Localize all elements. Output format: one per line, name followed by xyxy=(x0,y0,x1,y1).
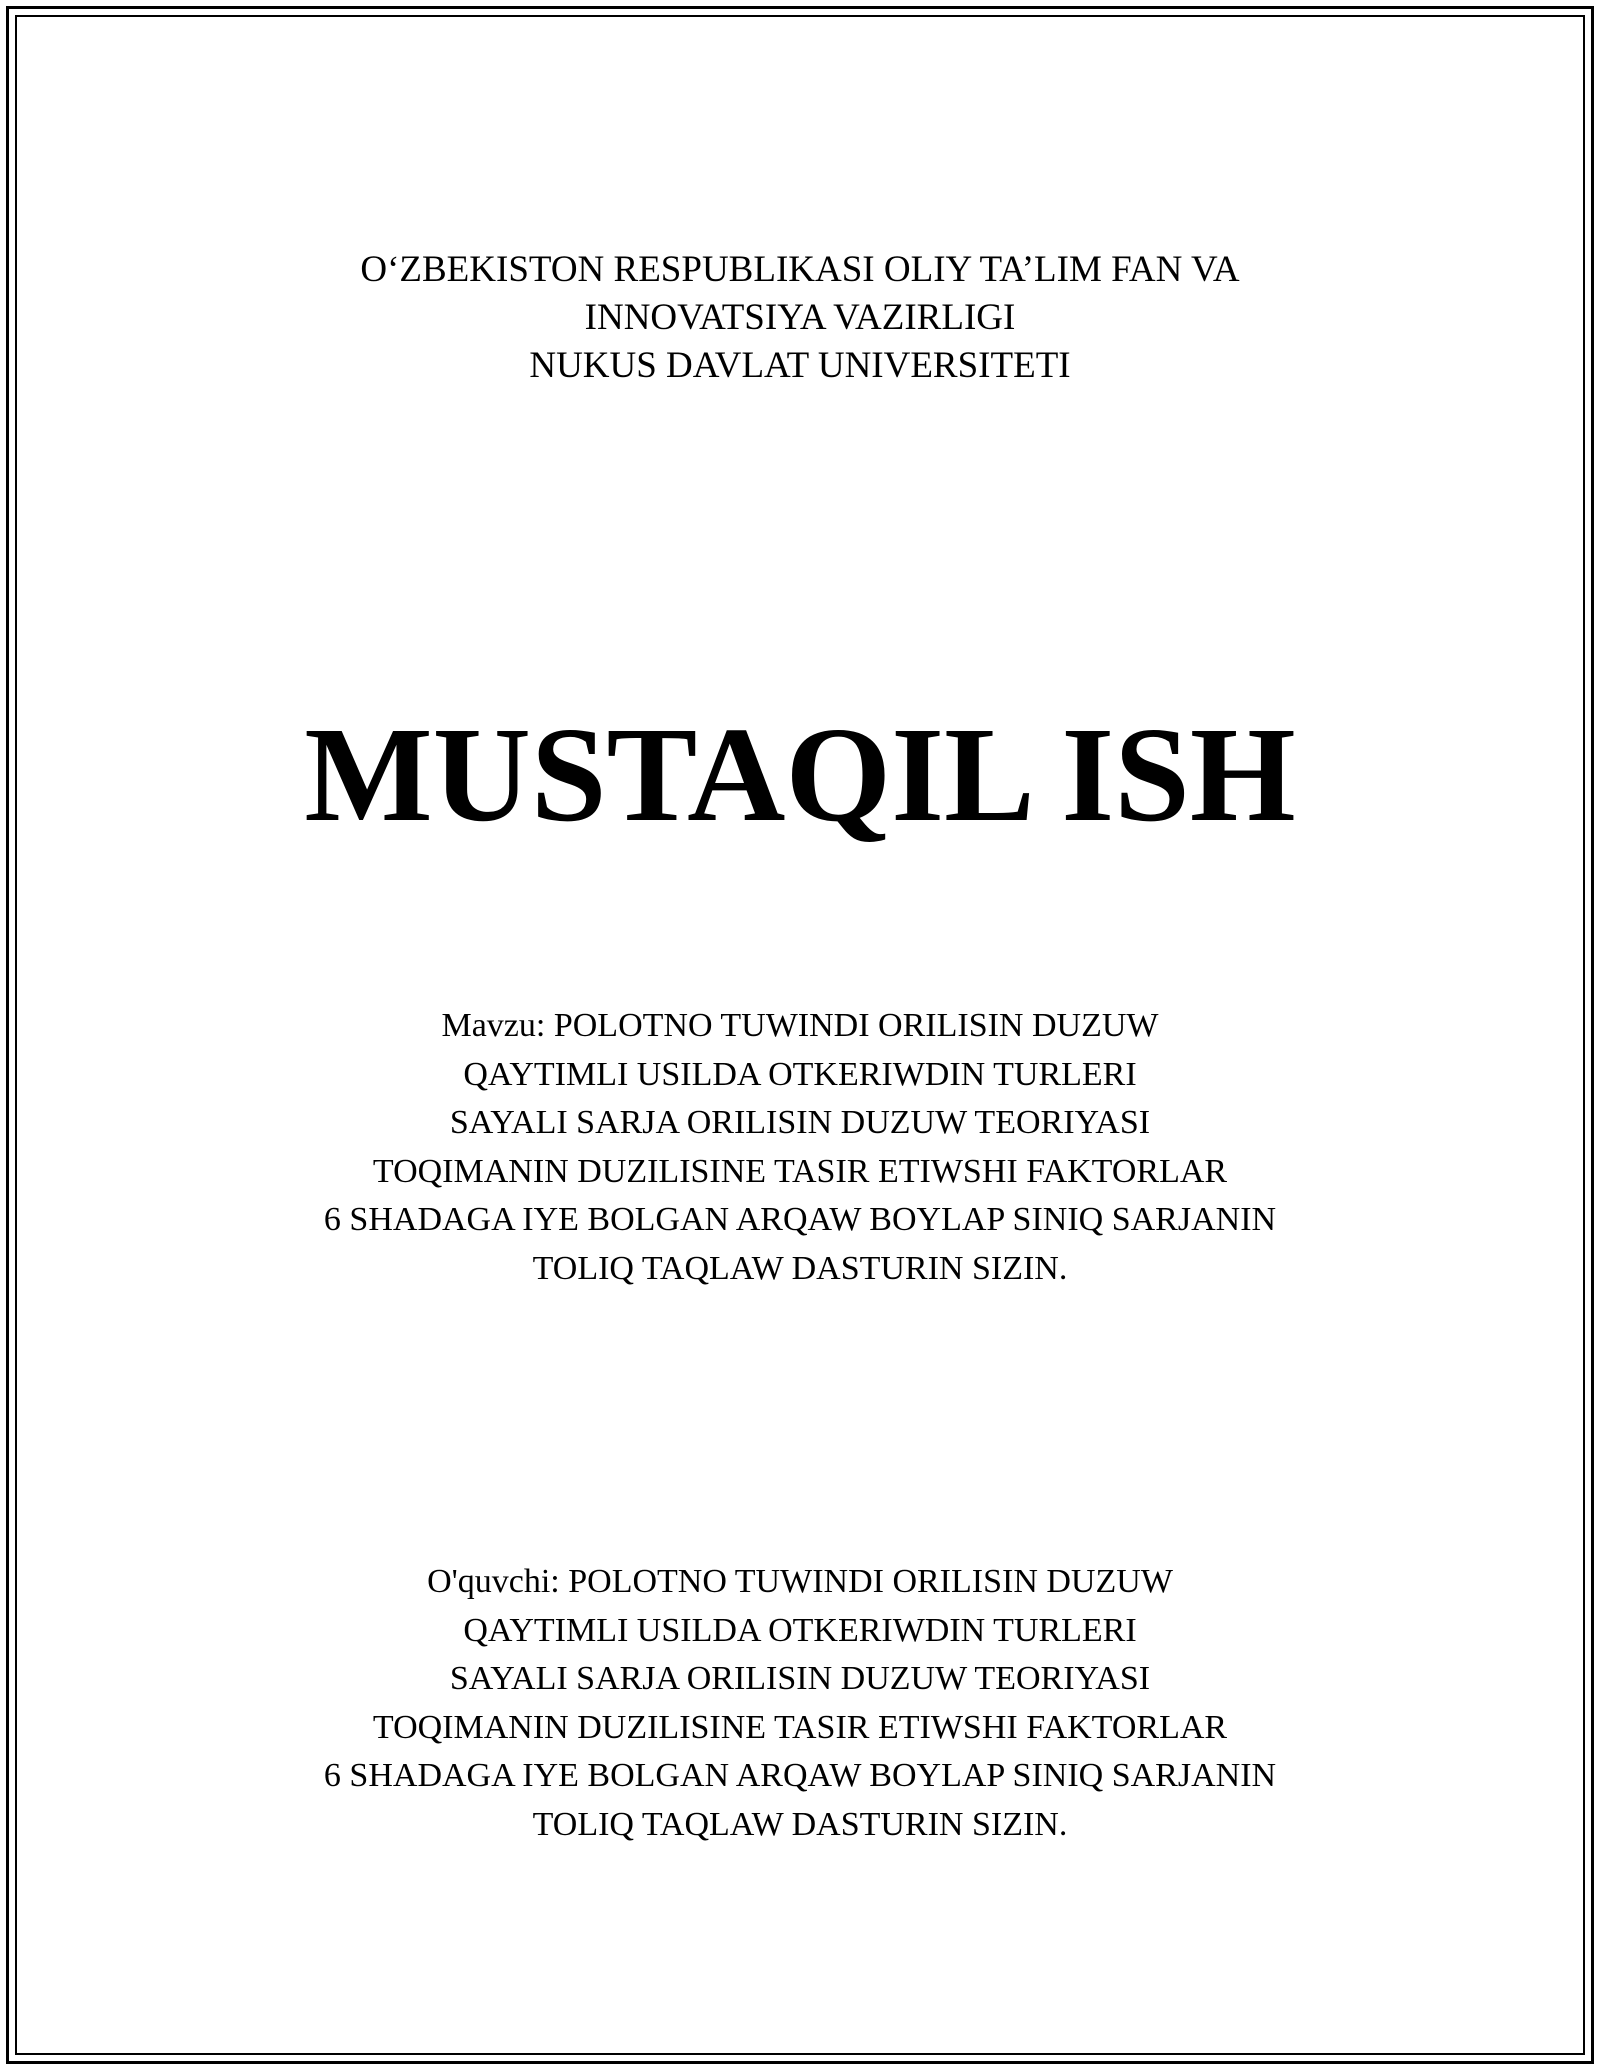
university-name: NUKUS DAVLAT UNIVERSITETI xyxy=(529,345,1071,386)
student-line: 6 SHADAGA IYE BOLGAN ARQAW BOYLAP SINIQ SARJANIN xyxy=(323,1757,1277,1794)
student-line: TOQIMANIN DUZILISINE TASIR ETIWSHI FAKTORLAR xyxy=(372,1708,1228,1746)
topic-line: 6 SHADAGA IYE BOLGAN ARQAW BOYLAP SINIQ SARJANIN xyxy=(323,1201,1277,1238)
student-line: TOLIQ TAQLAW DASTURIN SIZIN. xyxy=(532,1805,1068,1843)
student-line: O'quvchi: POLOTNO TUWINDI ORILISIN DUZUW xyxy=(427,1563,1173,1600)
student-line: QAYTIMLI USILDA OTKERIWDIN TURLERI xyxy=(463,1611,1137,1649)
topic-line: TOLIQ TAQLAW DASTURIN SIZIN. xyxy=(532,1249,1068,1287)
topic-line: QAYTIMLI USILDA OTKERIWDIN TURLERI xyxy=(463,1055,1137,1093)
document-title: MUSTAQIL ISH xyxy=(304,700,1296,850)
institution-header xyxy=(0,246,1600,390)
topic-section xyxy=(0,1002,1600,1293)
topic-line: SAYALI SARJA ORILISIN DUZUW TEORIYASI xyxy=(449,1104,1151,1141)
topic-line: TOQIMANIN DUZILISINE TASIR ETIWSHI FAKTORLAR xyxy=(372,1152,1228,1190)
ministry-line-1: O‘ZBEKISTON RESPUBLIKASI OLIY TA’LIM FAN VA xyxy=(360,249,1240,290)
ministry-line-2: INNOVATSIYA VAZIRLIGI xyxy=(584,297,1016,338)
topic-line: Mavzu: POLOTNO TUWINDI ORILISIN DUZUW xyxy=(441,1007,1159,1044)
student-line: SAYALI SARJA ORILISIN DUZUW TEORIYASI xyxy=(449,1660,1151,1697)
student-section xyxy=(0,1558,1600,1849)
